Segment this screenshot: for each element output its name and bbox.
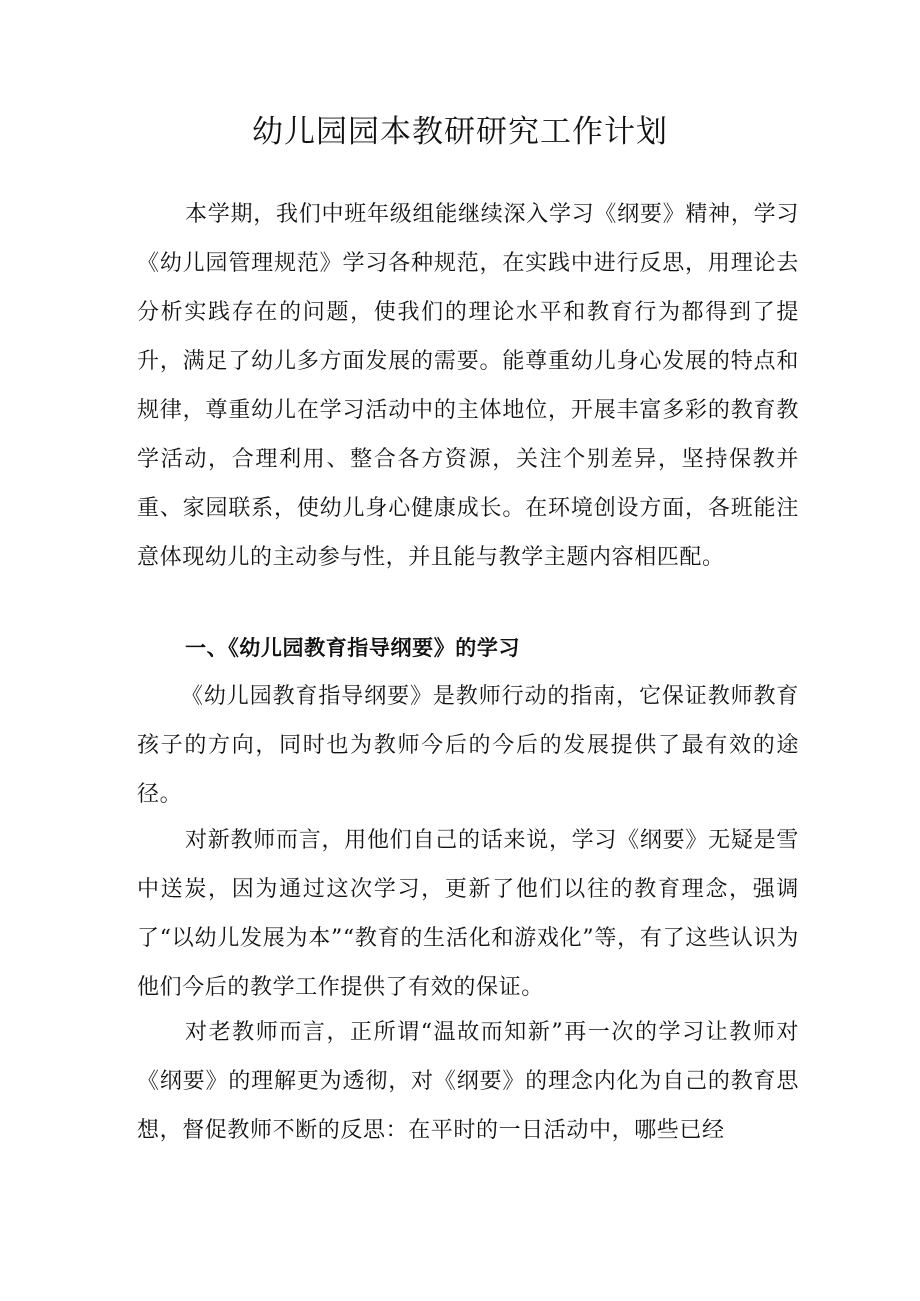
intro-paragraph: 本学期，我们中班年级组能继续深入学习《纲要》精神，学习《幼儿园管理规范》学习各种规范，在实践中进行反思，用理论去分析实践存在的问题，使我们的理论水平和教育行为都得到了提升，满足了幼儿多方面发展的需要。能尊重幼儿身心发展的特点和规律，尊重幼儿在学习活动中的主体地位，开展丰富多彩的教育教学活动，合理利用、整合各方资源，关注个别差异，坚持保教并重、家园联系，使幼儿身心健康成长。在环境创设方面，各班能注意体现幼儿的主动参与性，并且能与教学主题内容相匹配。 <box>137 202 799 570</box>
new-teachers-paragraph: 对新教师而言，用他们自己的话来说，学习《纲要》无疑是雪中送炭，因为通过这次学习，更新了他们以往的教育理念，强调了“以幼儿发展为本”“教育的生活化和游戏化”等，有了这些认识为他们今后的教学工作提供了有效的保证。 <box>137 828 799 1000</box>
document-title: 幼儿园园本教研研究工作计划 <box>252 114 668 150</box>
section-heading: 一、《幼儿园教育指导纲要》的学习 <box>185 636 521 660</box>
guideline-paragraph: 《幼儿园教育指导纲要》是教师行动的指南，它保证教师教育孩子的方向，同时也为教师今后的今后的发展提供了最有效的途径。 <box>137 684 799 807</box>
senior-teachers-paragraph: 对老教师而言，正所谓“温故而知新”再一次的学习让教师对《纲要》的理解更为透彻，对《纲要》的理念内化为自己的教育思想，督促教师不断的反思：在平时的一日活动中，哪些已经 <box>137 1020 799 1143</box>
